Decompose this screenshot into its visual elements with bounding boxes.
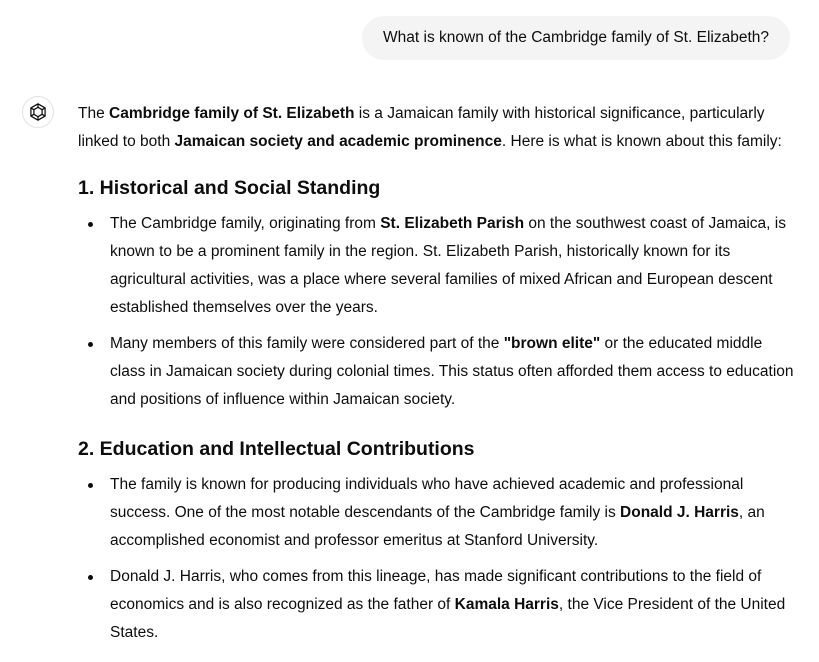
bullet-text: or the educated middle class in Jamaican society during colonial times. This status often afforded them access to education and positions of influence within Jamaican society. (110, 335, 794, 408)
bullet-text: on the southwest coast of Jamaica, is known to be a prominent family in the region. St. Elizabeth Parish, historically known for its agricultural activities, was a place where several families of mixed African and European descent established themselves over the years. (110, 215, 786, 316)
intro-text: is a Jamaican family with historical significance, particularly linked to both (78, 105, 765, 150)
bullet-text: , the Vice President of the United States. (110, 596, 786, 641)
list-item (78, 563, 798, 647)
intro-text: The (78, 105, 110, 122)
section-heading-historical: 1. Historical and Social Standing (78, 177, 381, 199)
bullet-bold: Donald J. Harris (620, 504, 739, 521)
user-message-bubble (362, 16, 790, 60)
bullet-text: Many members of this family were considered part of the (110, 335, 504, 352)
intro-paragraph (78, 100, 798, 156)
bullet-list (78, 210, 798, 414)
bullet-text: Donald J. Harris, who comes from this lineage, has made significant contributions to the field of economics and is also recognized as the father of (110, 568, 762, 613)
list-item (78, 330, 798, 414)
bullet-bold: "brown elite" (503, 335, 601, 352)
bullet-list (78, 471, 798, 647)
intro-text: . Here is what is known about this family: (501, 133, 782, 150)
bullet-bold: St. Elizabeth Parish (380, 215, 525, 232)
user-message-text: What is known of the Cambridge family of St. Elizabeth? (383, 29, 769, 46)
assistant-response (78, 100, 798, 655)
bullet-text: , an accomplished economist and professor emeritus at Stanford University. (110, 504, 765, 549)
bullet-text: The Cambridge family, originating from (110, 215, 381, 232)
bullet-text: The family is known for producing individuals who have achieved academic and professional success. One of the most notable descendants of the Cambridge family is (110, 476, 744, 521)
bullet-bold: Kamala Harris (454, 596, 559, 613)
list-item (78, 210, 798, 322)
assistant-avatar (22, 96, 54, 128)
openai-logo-icon (28, 102, 48, 122)
list-item (78, 471, 798, 555)
section-heading-education: 2. Education and Intellectual Contributions (78, 438, 475, 460)
intro-bold-family: Cambridge family of St. Elizabeth (109, 105, 355, 122)
intro-bold-society: Jamaican society and academic prominence (174, 133, 502, 150)
